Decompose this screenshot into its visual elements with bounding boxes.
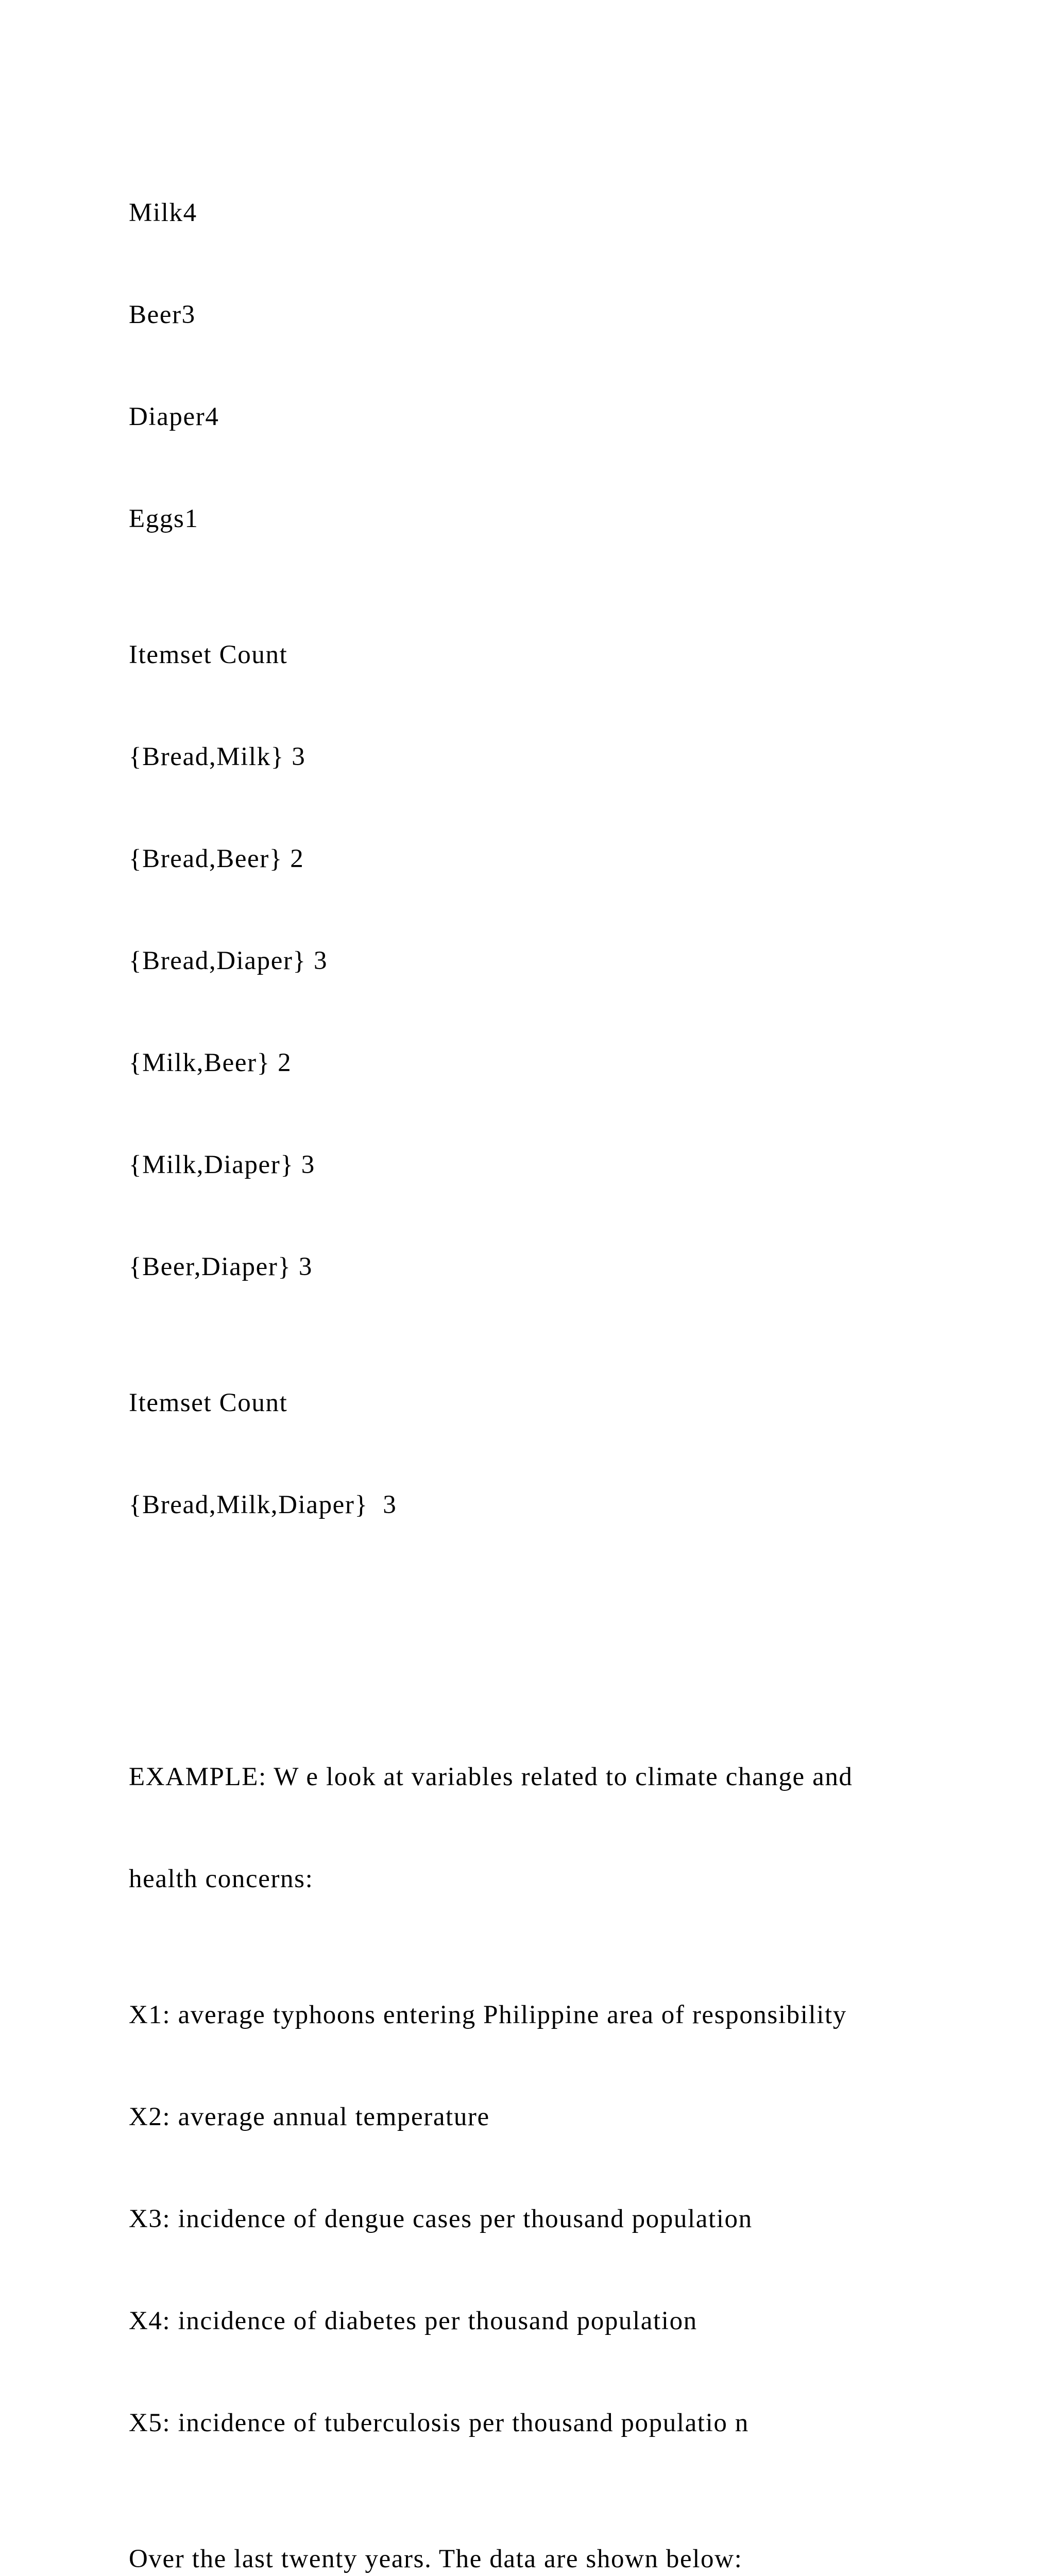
example-intro-line: EXAMPLE: W e look at variables related to climate change and <box>129 1762 853 1791</box>
data-intro-line: Over the last twenty years. The data are shown below: <box>129 2545 743 2573</box>
item-count-line: Diaper4 <box>129 402 219 431</box>
pair-itemset-line: {Bread,Milk} 3 <box>129 742 306 771</box>
triple-itemset-header: Itemset Count <box>129 1388 288 1417</box>
variable-definition: X3: incidence of dengue cases per thousand population <box>129 2205 753 2233</box>
variable-definition: X4: incidence of diabetes per thousand population <box>129 2307 697 2335</box>
pair-itemset-header: Itemset Count <box>129 640 288 669</box>
item-count-line: Beer3 <box>129 300 196 329</box>
variable-definition: X5: incidence of tuberculosis per thousand populatio n <box>129 2409 749 2437</box>
variable-definition: X2: average annual temperature <box>129 2103 490 2131</box>
pair-itemset-line: {Bread,Diaper} 3 <box>129 946 328 975</box>
pair-itemset-line: {Beer,Diaper} 3 <box>129 1252 313 1281</box>
pair-itemset-line: {Bread,Beer} 2 <box>129 844 304 873</box>
triple-itemset-line: {Bread,Milk,Diaper} 3 <box>129 1490 397 1519</box>
paragraph-gap <box>129 1624 1035 1658</box>
pair-itemset-line: {Milk,Beer} 2 <box>129 1048 292 1077</box>
item-count-line: Milk4 <box>129 198 197 227</box>
item-count-line: Eggs1 <box>129 504 199 533</box>
pair-itemset-line: {Milk,Diaper} 3 <box>129 1150 315 1179</box>
example-intro-line: health concerns: <box>129 1865 314 1893</box>
variable-definition: X1: average typhoons entering Philippine area of responsibility <box>129 2001 847 2029</box>
document-page <box>129 128 1035 2576</box>
